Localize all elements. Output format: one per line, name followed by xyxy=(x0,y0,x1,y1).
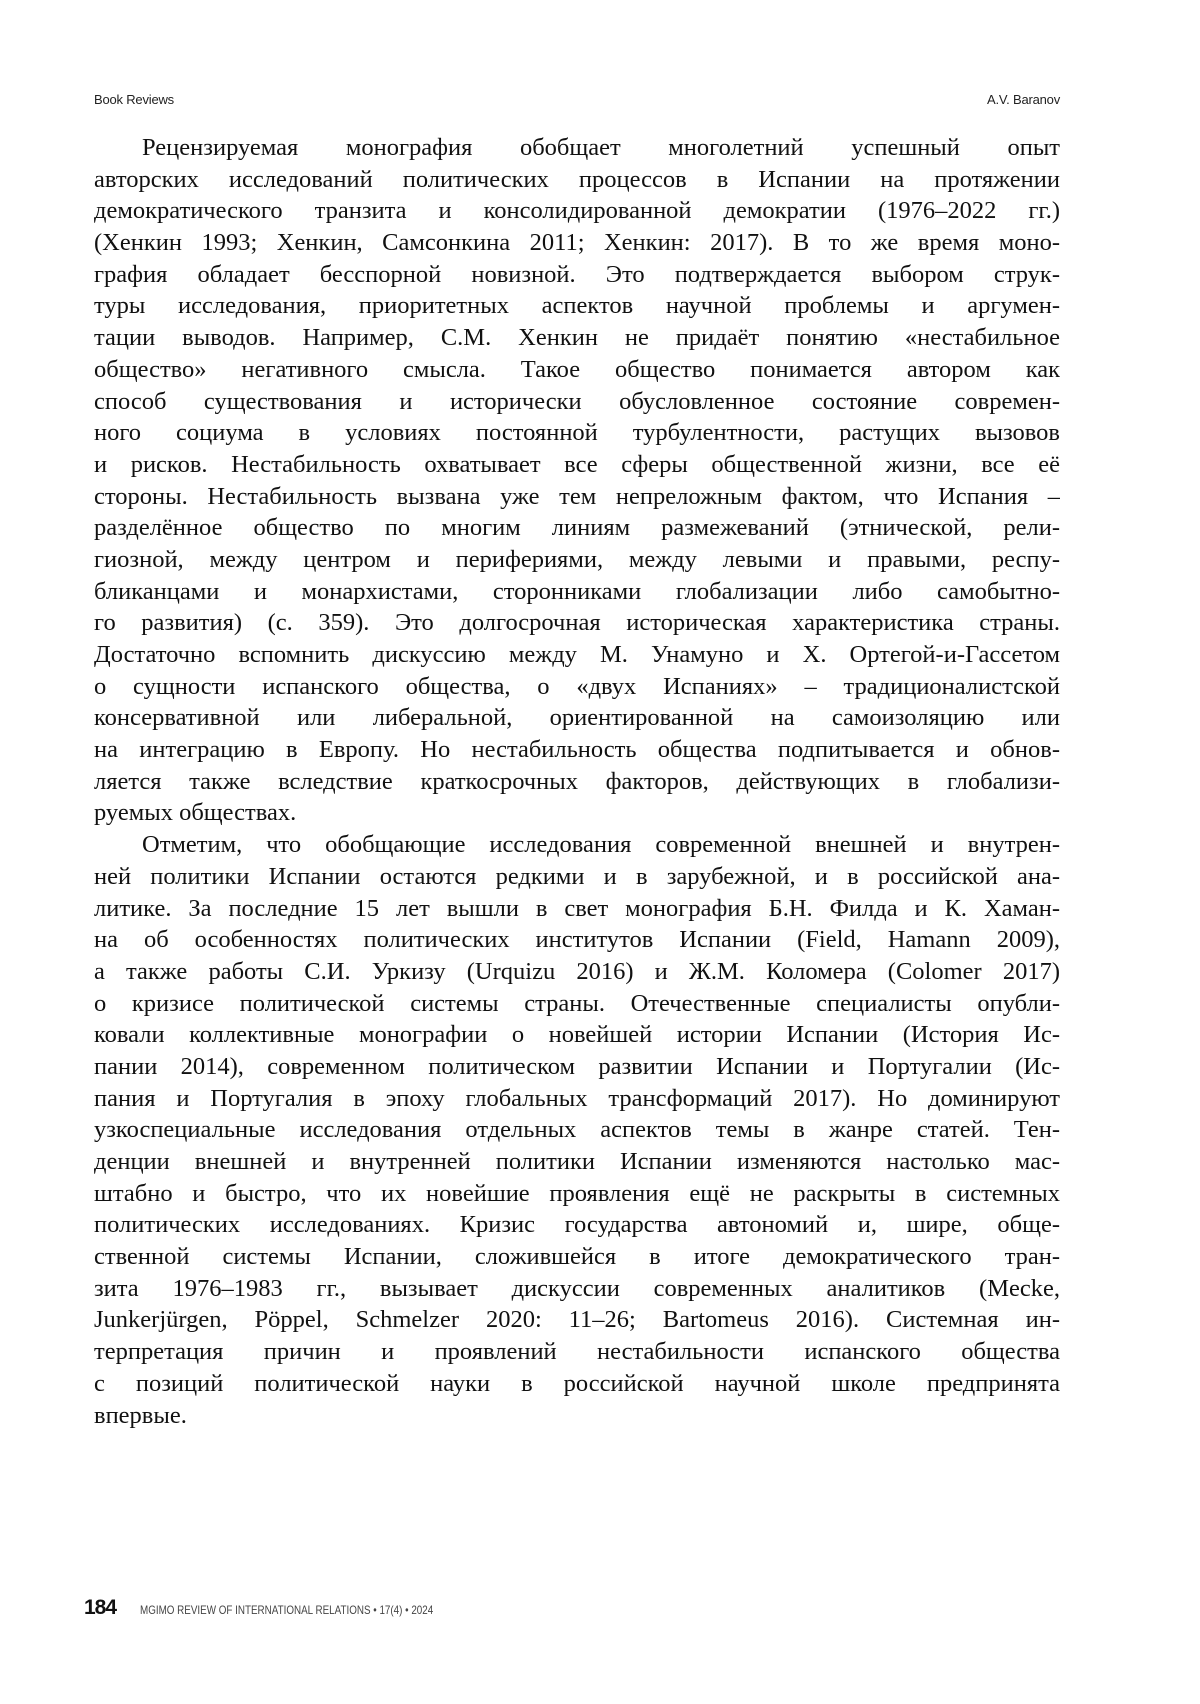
paragraph xyxy=(94,829,1060,1431)
text-line: о сущности испанского общества, о «двух Испаниях» – традиционалистской xyxy=(94,672,1060,700)
text-line: общество» негативного смысла. Такое общество понимается автором как xyxy=(94,355,1060,383)
text-line: го развития) (с. 359). Это долгосрочная историческая характеристика страны. xyxy=(94,609,1060,637)
text-line: Рецензируемая монография обобщает многолетний успешный опыт xyxy=(142,134,1060,161)
text-line: денции внешней и внутренней политики Испании изменяются настолько мас- xyxy=(94,1148,1060,1175)
text-line: Отметим, что обобщающие исследования современной внешней и внутрен- xyxy=(142,831,1060,859)
text-line: узкоспециальные исследования отдельных аспектов темы в жанре статей. Тен- xyxy=(94,1116,1060,1144)
text-line: ковали коллективные монографии о новейшей истории Испании (История Ис- xyxy=(94,1021,1060,1049)
text-line: ней политики Испании остаются редкими и в зарубежной, и в российской ана- xyxy=(94,862,1060,890)
text-line: гиозной, между центром и перифериями, между левыми и правыми, респу- xyxy=(94,545,1060,573)
running-header-section: Book Reviews xyxy=(94,92,174,107)
text-line: демократического транзита и консолидированной демократии (1976–2022 гг.) xyxy=(94,197,1060,225)
text-line: политических исследованиях. Кризис государства автономий и, шире, обще- xyxy=(94,1211,1060,1239)
text-line: туры исследования, приоритетных аспектов научной проблемы и аргумен- xyxy=(94,292,1060,320)
page-number: 184 xyxy=(84,1596,117,1619)
text-line: пания и Португалия в эпоху глобальных трансформаций 2017). Но доминируют xyxy=(94,1084,1060,1112)
text-line: а также работы С.И. Уркизу (Urquizu 2016) и Ж.М. Коломера (Colomer 2017) xyxy=(94,957,1060,985)
text-line: впервые. xyxy=(94,1401,187,1429)
text-line: стороны. Нестабильность вызвана уже тем непреложным фактом, что Испания – xyxy=(94,482,1060,510)
text-line: тации выводов. Например, С.М. Хенкин не придаёт понятию «нестабильное xyxy=(94,324,1060,352)
text-line: способ существования и исторически обусловленное состояние современ- xyxy=(94,387,1060,415)
text-line: руемых обществах. xyxy=(94,799,297,827)
text-line: на интеграцию в Европу. Но нестабильность общества подпитывается и обнов- xyxy=(94,736,1060,764)
text-line: и рисков. Нестабильность охватывает все сферы общественной жизни, все её xyxy=(94,450,1060,478)
article-body xyxy=(94,132,1060,1431)
running-header-author: A.V. Baranov xyxy=(986,92,1060,107)
journal-title: MGIMO REVIEW OF INTERNATIONAL RELATIONS • 17(4) • 2024 xyxy=(140,1603,434,1617)
text-line: зита 1976–1983 гг., вызывает дискуссии современных аналитиков (Mecke, xyxy=(94,1274,1060,1302)
text-line: Junkerjürgen, Pöppel, Schmelzer 2020: 11–26; Bartomeus 2016). Системная ин- xyxy=(94,1306,1060,1334)
text-line: бликанцами и монархистами, сторонниками глобализации либо самобытно- xyxy=(94,577,1060,605)
text-line: на об особенностях политических институтов Испании (Field, Hamann 2009), xyxy=(94,926,1060,954)
paragraph xyxy=(94,132,1060,829)
text-line: Достаточно вспомнить дискуссию между М. Унамуно и Х. Ортегой-и-Гассетом xyxy=(94,641,1060,668)
text-line: разделённое общество по многим линиям размежеваний (этнической, рели- xyxy=(94,514,1060,542)
text-line: штабно и быстро, что их новейшие проявления ещё не раскрыты в системных xyxy=(94,1179,1060,1207)
text-line: графия обладает бесспорной новизной. Это подтверждается выбором струк- xyxy=(94,260,1060,288)
text-line: ного социума в условиях постоянной турбулентности, растущих вызовов xyxy=(94,419,1060,447)
text-line: (Хенкин 1993; Хенкин, Самсонкина 2011; Хенкин: 2017). В то же время моно- xyxy=(94,229,1060,257)
text-line: с позиций политической науки в российской научной школе предпринята xyxy=(94,1369,1060,1397)
text-line: пании 2014), современном политическом развитии Испании и Португалии (Ис- xyxy=(94,1052,1060,1080)
page-footer xyxy=(84,1596,498,1620)
text-line: литике. За последние 15 лет вышли в свет монография Б.Н. Филда и К. Хаман- xyxy=(94,894,1060,922)
text-line: консервативной или либеральной, ориентированной на самоизоляцию или xyxy=(94,704,1060,732)
text-line: терпретация причин и проявлений нестабильности испанского общества xyxy=(94,1338,1060,1366)
text-line: о кризисе политической системы страны. Отечественные специалисты опубли- xyxy=(94,989,1060,1017)
text-line: ственной системы Испании, сложившейся в итоге демократического тран- xyxy=(94,1243,1060,1271)
text-line: ляется также вследствие краткосрочных факторов, действующих в глобализи- xyxy=(94,767,1060,795)
text-line: авторских исследований политических процессов в Испании на протяжении xyxy=(94,165,1060,193)
